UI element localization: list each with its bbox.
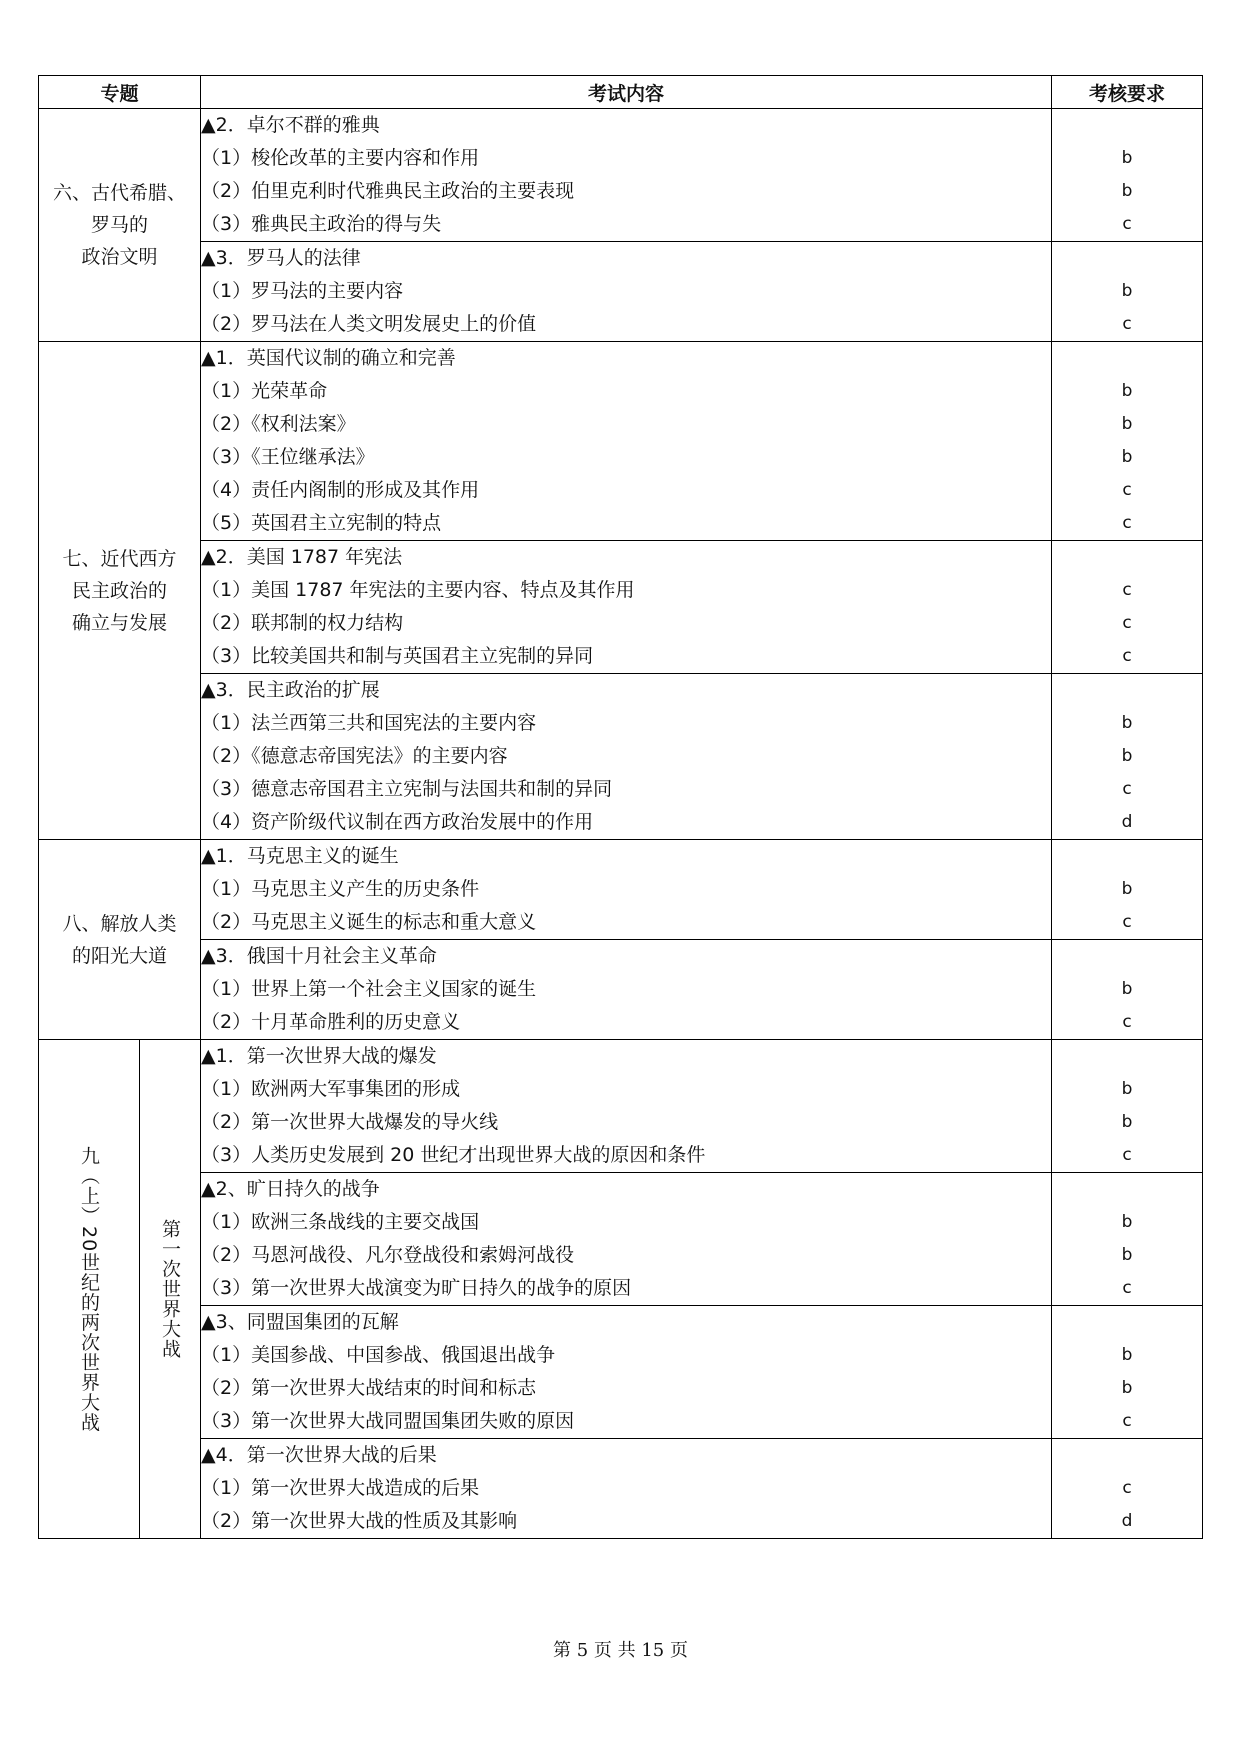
requirement-blank [1052,674,1202,707]
content-cell [201,1040,1052,1173]
requirement-cell [1052,1173,1203,1306]
content-item: （2）十月革命胜利的历史意义 [201,1011,461,1033]
topic-label: 罗马的 [91,214,149,236]
content-item: （3）雅典民主政治的得与失 [201,213,442,235]
content-item: （1）罗马法的主要内容 [201,280,404,302]
content-cell [201,840,1052,940]
header-content: 考试内容 [201,76,1052,109]
content-item: （3）第一次世界大战同盟国集团失败的原因 [201,1410,575,1432]
content-item: （3）比较美国共和制与英国君主立宪制的异同 [201,645,594,667]
topic-cell [39,109,201,342]
requirement-level: b [1121,148,1133,168]
requirement-cell [1052,1439,1203,1539]
requirement-cell [1052,242,1203,342]
requirement-cell [1052,674,1203,840]
requirement-level: c [1122,580,1132,600]
content-item: （2）联邦制的权力结构 [201,612,404,634]
requirement-level: c [1122,1278,1132,1298]
group-title: ▲2．美国 1787 年宪法 [201,546,403,568]
requirement-cell [1052,109,1203,242]
content-item: （3）人类历史发展到 20 世纪才出现世界大战的原因和条件 [201,1144,706,1166]
content-item: （3）德意志帝国君主立宪制与法国共和制的异同 [201,778,613,800]
topic-cell [39,1040,140,1539]
group-title: ▲2．卓尔不群的雅典 [201,114,380,136]
requirement-level: c [1122,1411,1132,1431]
requirement-level: d [1121,1511,1133,1531]
group-title: ▲3．俄国十月社会主义革命 [201,945,437,967]
table-row [39,1040,1203,1173]
header-topic: 专题 [39,76,201,109]
requirement-blank [1052,541,1202,574]
content-cell [201,242,1052,342]
group-title: ▲1．英国代议制的确立和完善 [201,347,456,369]
requirement-blank [1052,242,1202,275]
content-item: （2）罗马法在人类文明发展史上的价值 [201,313,537,335]
requirement-cell [1052,840,1203,940]
requirement-blank [1052,1040,1202,1073]
content-item: （2）第一次世界大战结束的时间和标志 [201,1377,537,1399]
group-title: ▲3．罗马人的法律 [201,247,361,269]
content-cell [201,940,1052,1040]
subtopic-label: 第一次世界大战 [159,1219,181,1359]
table-row [39,940,1203,1040]
content-item: （1）梭伦改革的主要内容和作用 [201,147,480,169]
table-row [39,674,1203,840]
topic-label: 七、近代西方 [62,547,177,570]
group-title: ▲1．第一次世界大战的爆发 [201,1045,437,1067]
requirement-cell [1052,342,1203,541]
requirement-level: b [1121,381,1133,401]
table-row [39,342,1203,541]
requirement-level: b [1121,1212,1133,1232]
requirement-level: b [1121,879,1133,899]
requirement-blank [1052,342,1202,375]
requirement-level: b [1121,414,1133,434]
content-item: （1）欧洲两大军事集团的形成 [201,1078,461,1100]
topic-label: 九（上）20世纪的两次世界大战 [78,1145,100,1433]
table-header-row [39,76,1203,109]
requirement-level: c [1122,513,1132,533]
content-item: （1）欧洲三条战线的主要交战国 [201,1211,480,1233]
requirement-level: b [1121,1378,1133,1398]
content-item: （1）美国参战、中国参战、俄国退出战争 [201,1344,556,1366]
group-title: ▲3．民主政治的扩展 [201,679,380,701]
group-title: ▲2、旷日持久的战争 [201,1178,380,1200]
content-item: （2）马恩河战役、凡尔登战役和索姆河战役 [201,1244,575,1266]
content-cell [201,109,1052,242]
topic-label: 八、解放人类 [62,912,177,935]
topic-label: 政治文明 [81,246,158,268]
content-item: （2）《权利法案》 [201,413,356,435]
group-title: ▲4．第一次世界大战的后果 [201,1444,437,1466]
topic-label: 六、古代希腊、 [53,182,187,204]
content-item: （2）第一次世界大战爆发的导火线 [201,1111,499,1133]
content-item: （2）伯里克利时代雅典民主政治的主要表现 [201,180,575,202]
requirement-level: c [1122,1012,1132,1032]
content-item: （4）责任内阁制的形成及其作用 [201,479,480,501]
table-row [39,242,1203,342]
content-cell [201,1439,1052,1539]
content-item: （1）美国 1787 年宪法的主要内容、特点及其作用 [201,579,635,601]
requirement-blank [1052,1173,1202,1206]
content-item: （2）《德意志帝国宪法》的主要内容 [201,745,508,767]
requirement-level: c [1122,646,1132,666]
content-item: （2）马克思主义诞生的标志和重大意义 [201,911,537,933]
topic-cell [39,840,201,1040]
content-item: （1）第一次世界大战造成的后果 [201,1477,480,1499]
topic-label: 的阳光大道 [72,944,168,967]
requirement-level: b [1121,1112,1133,1132]
requirement-level: b [1121,447,1133,467]
requirement-level: c [1122,314,1132,334]
requirement-level: b [1121,746,1133,766]
table-row [39,109,1203,242]
topic-cell [39,342,201,840]
requirement-blank [1052,940,1202,973]
header-requirement: 考核要求 [1052,76,1203,109]
requirement-cell [1052,541,1203,674]
subtopic-cell [140,1040,201,1539]
content-item: （1）光荣革命 [201,380,328,402]
content-item: （3）《王位继承法》 [201,446,375,468]
requirement-level: c [1122,613,1132,633]
content-cell [201,342,1052,541]
group-title: ▲3、同盟国集团的瓦解 [201,1311,399,1333]
requirement-level: c [1122,1478,1132,1498]
requirement-level: b [1121,979,1133,999]
requirement-level: c [1122,214,1132,234]
page-footer: 第 5 页 共 15 页 [553,1640,688,1661]
table-row [39,1173,1203,1306]
requirement-cell [1052,1306,1203,1439]
topic-label: 确立与发展 [72,611,168,634]
requirement-level: c [1122,912,1132,932]
syllabus-table [38,75,1203,1539]
content-item: （5）英国君主立宪制的特点 [201,512,442,534]
requirement-level: c [1122,480,1132,500]
content-item: （4）资产阶级代议制在西方政治发展中的作用 [201,811,594,833]
requirement-cell [1052,940,1203,1040]
requirement-level: b [1121,1079,1133,1099]
content-cell [201,1173,1052,1306]
content-item: （1）世界上第一个社会主义国家的诞生 [201,978,537,1000]
requirement-level: b [1121,281,1133,301]
requirement-blank [1052,1439,1202,1472]
requirement-level: c [1122,779,1132,799]
content-cell [201,1306,1052,1439]
content-item: （1）法兰西第三共和国宪法的主要内容 [201,712,537,734]
group-title: ▲1．马克思主义的诞生 [201,845,399,867]
requirement-blank [1052,109,1202,142]
content-item: （2）第一次世界大战的性质及其影响 [201,1510,518,1532]
requirement-level: d [1121,812,1133,832]
requirement-cell [1052,1040,1203,1173]
content-cell [201,541,1052,674]
table-row [39,840,1203,940]
requirement-blank [1052,1306,1202,1339]
requirement-level: b [1121,1345,1133,1365]
requirement-level: b [1121,181,1133,201]
table-row [39,1439,1203,1539]
content-cell [201,674,1052,840]
requirement-level: b [1121,713,1133,733]
requirement-blank [1052,840,1202,873]
content-item: （1）马克思主义产生的历史条件 [201,878,480,900]
content-item: （3）第一次世界大战演变为旷日持久的战争的原因 [201,1277,632,1299]
requirement-level: b [1121,1245,1133,1265]
requirement-level: c [1122,1145,1132,1165]
table-row [39,1306,1203,1439]
topic-label: 民主政治的 [72,579,168,602]
table-row [39,541,1203,674]
